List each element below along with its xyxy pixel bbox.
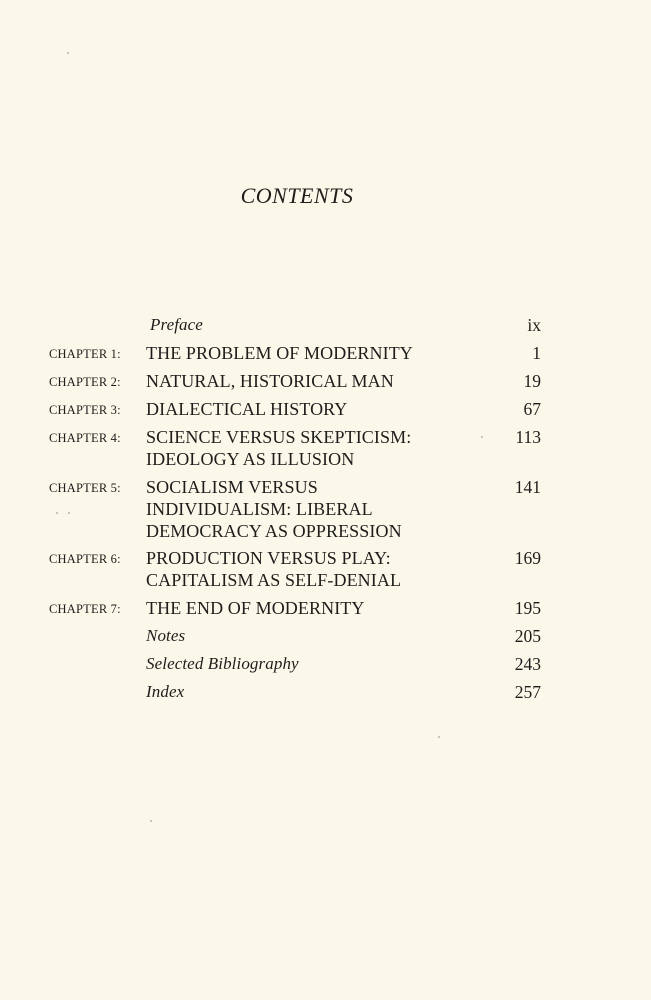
entry-page-number: 205 [514,626,541,646]
paper-speck [438,736,440,738]
entry-title: THE PROBLEM OF MODERNITY [146,343,413,363]
entry-page-number: 195 [514,598,541,618]
chapter-label: CHAPTER 7: [49,602,121,616]
entry-title: SCIENCE VERSUS SKEPTICISM: IDEOLOGY AS ILLUSION [146,427,412,469]
entry-title: PRODUCTION VERSUS PLAY: CAPITALISM AS SELF-DENIAL [146,548,402,590]
paper-speck [56,512,58,514]
chapter-label: CHAPTER 3: [49,403,121,417]
entry-page-number: 141 [514,477,541,497]
entry-page-number: 1 [532,343,541,363]
entry-page-number: 113 [515,427,541,447]
entry-title: Selected Bibliography [146,654,299,673]
chapter-label: CHAPTER 6: [49,552,121,566]
paper-speck [481,436,483,438]
chapter-label: CHAPTER 2: [49,375,121,389]
entry-title: Index [146,682,185,701]
entry-title: Preface [150,315,203,334]
chapter-label: CHAPTER 4: [49,431,121,445]
entry-title: Notes [146,626,186,645]
paper-speck [67,52,69,54]
entry-page-number: 19 [523,371,541,391]
entry-title: SOCIALISM VERSUS INDIVIDUALISM: LIBERAL DEMOCRACY AS OPPRESSION [146,477,402,541]
entry-page-number: 243 [514,654,541,674]
entry-page-number: 169 [514,548,541,568]
entry-title: NATURAL, HISTORICAL MAN [146,371,394,391]
paper-speck [150,820,152,822]
entry-title: THE END OF MODERNITY [146,598,365,618]
entry-page-number: ix [527,315,541,335]
entry-page-number: 257 [514,682,541,702]
chapter-label: CHAPTER 5: [49,481,121,495]
chapter-label: CHAPTER 1: [49,347,121,361]
entry-page-number: 67 [523,399,541,419]
entry-title: DIALECTICAL HISTORY [146,399,348,419]
paper-speck [68,512,70,514]
contents-heading: CONTENTS [240,183,354,208]
